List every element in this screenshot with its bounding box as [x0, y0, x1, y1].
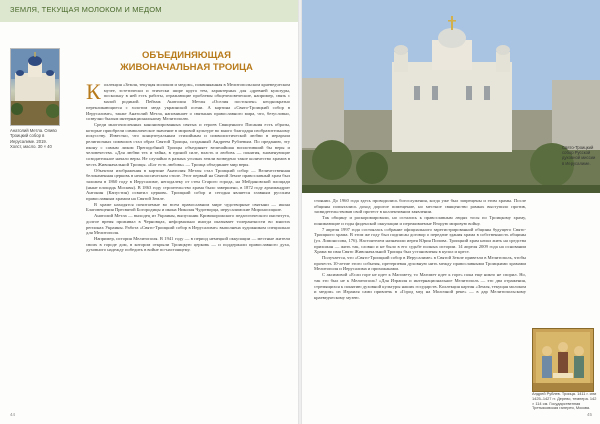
body-paragraph: 7 апреля 1997 года состоялась собрание официального зарегистрированной общины будущего Свято-Троицкого храма. В этом же году был подписан договор о передаче здания храма в собственность общины (ул. Ломоносова, 176). Настоятелем назначили иерея Юрия Попова. Троицкий храм начал жить на средства прихожан — жить так, словно и не было в его судьбе полных истории. 14 апреля 2009 года на основании Храма во имя Свято Живоначальной Троицы был установлены в купол и крест.: [314, 226, 526, 255]
left-page-body: [86, 82, 290, 412]
body-paragraph: Так общину и раскоромировали, но остались к православным людях тосы по Троицкому храму, понимающие и годы фиденской оккупации и переживаемые Вторую мировую войну.: [314, 215, 526, 226]
body-paragraph: оллекция «Земля, текущая молоком и медом», поквиняанная в Мелитопольском краеведческом музее, эстетически и этически шире круга тем, характерных для «древней культуры, поскольку в ней есть работы, отражающие проблемы общечеловеческие, например, связь с малой родиной. Пейзаж Анатолия Метлы «Оселия постоялен» неоднократно перекликающиеся с золотом меда украинской осени. А картина «Свято-Троицкий собор в Иерусалиме», также Анатолий Метла, напоминает о святынях православного мира, что, безусловно, созвучно былым интернациональному Мелитополю.: [86, 82, 290, 122]
trinity-icon-image: [532, 328, 594, 392]
page-number-right: 45: [586, 412, 592, 417]
body-paragraph: Среди многочисленных канонизированных святых и героев Священного Писания есть образы, которые приобрели символическое значение в мировой культуре во много благодаря изобразительному искусству. Известно, что концептуальным стихийным и символистической любви в иерархии религиозных символов стал образ Святой Троицы, созданный Андреем Рублевым. По преданию, эту икону с самым ликом Преподобный Троицы объединяет величайшая воплотивший бы веры и человечества. «Для любви тех и тайна, в единой силе, власть и любовь — понятия, знаменующие созидательное начало веры. Не случайно в разных уголках земли возведено такое количество храмов в честь Живоначальной Троицы. «Бог есть любовь» — Троица объединяет мир веры.: [86, 121, 290, 167]
painting-image: [10, 48, 60, 126]
body-paragraph: С аксимовой «Если горе не идет к Магомету, то Магомет идет к горе» пока еще никто не спорил. Но, так это был не к Мелитополь! «Для Израиля и интернациональное Мелитополь — это два отражения, стремящихся к понятию духовной культуры наших государств. Коллекция картин «Земля, текущая молоком и медом» из Израиля сами привлечь в «Город мед на Молочной реке» — в дар Мелитопольскому краеведческому музею.: [314, 272, 526, 300]
cathedral-photo: [302, 0, 600, 193]
body-paragraph: Например, история Мелитополя. В 1941 году — в период немецкой оккупации — местные жители своих в городе дом, в котором открыли Троицкую церковь — и поддержали православного духа, духовного надежду победить в войне по-настоящему.: [86, 235, 290, 253]
left-page: [0, 0, 298, 424]
body-paragraph: Анатолий Метла — выходец из Украины, выпускник Кривокорожского педагогического института, долгое время проживал в Черновцах, неформально иногда оказывает толерантности во многих регионах Украины. Работа «Свято-Троицкий собор в Иерусалиме» выполнена художником специально для Мелитополя.: [86, 213, 290, 236]
body-paragraph: Получается, что «Свято-Троицкий собор в Иерусалиме» в Святой Земле привезли в Мелитополь, чтобы прочесть 10-летие этого события, претерпевая духовную нить между православными Троицкими храмами Мелитополя и Иерусалима и прихожанами.: [314, 255, 526, 272]
page-number-left: 44: [10, 412, 16, 417]
section-header-text: ЗЕМЛЯ, ТЕКУЩАЯ МОЛОКОМ И МЕДОМ: [10, 5, 162, 14]
section-header-bar: [0, 0, 298, 22]
title-line-2: ЖИВОНАЧАЛЬНАЯ ТРОИЦА: [120, 62, 253, 73]
right-page: [302, 0, 600, 424]
body-paragraph: В храме находятся почитаемые во всем православном мире чудотворные святыни — икона Благовещения Пресвятой Богородицы и икона Николая Чудотворца, иерусалимские Мироносицкие.: [86, 201, 290, 213]
painting-illustration: [11, 49, 59, 125]
article-title: [84, 50, 289, 74]
icon-caption: Андрей Рублев. Троица. 1411 г. или 1425–1427 гг. Дерево, темпера. 142 × 114 см. Государственная Третьяковская галерея, Москва.: [532, 391, 597, 411]
body-paragraph: стоянии. До 1960 года здесь проводились богослужения, когда уже был запрещены и этим храмы. После общины попытались доход дорогое помещение, но местное священство рамках выступило против, засвидетельствовав свой протест в коллективном заявлении.: [314, 198, 526, 215]
body-paragraph: Объектом изображения в картине Анатолия Метлы стал Троицкий собор — Величественная белокаменная церковь в неоклассическом стиле. Этот первый на Святой Земле православный храм был заложен в 1860 году в Иерусалиме, неподалеку от стен Старого города, на Мейдановской площади (ныне площадь Москвы). В 1863 году строительство храма было завершено, в 1872 году архимандрит Антонин (Капустин) освятил церковь. Троицкий собор и сегодня является главным русским православным храмом на Святой Земле.: [86, 167, 290, 202]
trinity-icon-illustration: [533, 329, 593, 391]
title-line-1: ОБЪЕДИНЯЮЩАЯ: [142, 50, 231, 61]
cathedral-illustration: [302, 0, 600, 193]
dropcap-letter: К: [86, 82, 101, 104]
right-page-body: [314, 198, 526, 412]
painting-caption: Анатолий Метла. Оливо Троицкий собор в Иерусалиме. 2019. Холст, масло. 30 × 40: [10, 128, 57, 150]
photo-caption: Свято-Троицкий собор Русской духовной миссии в Иерусалиме.: [562, 145, 596, 166]
